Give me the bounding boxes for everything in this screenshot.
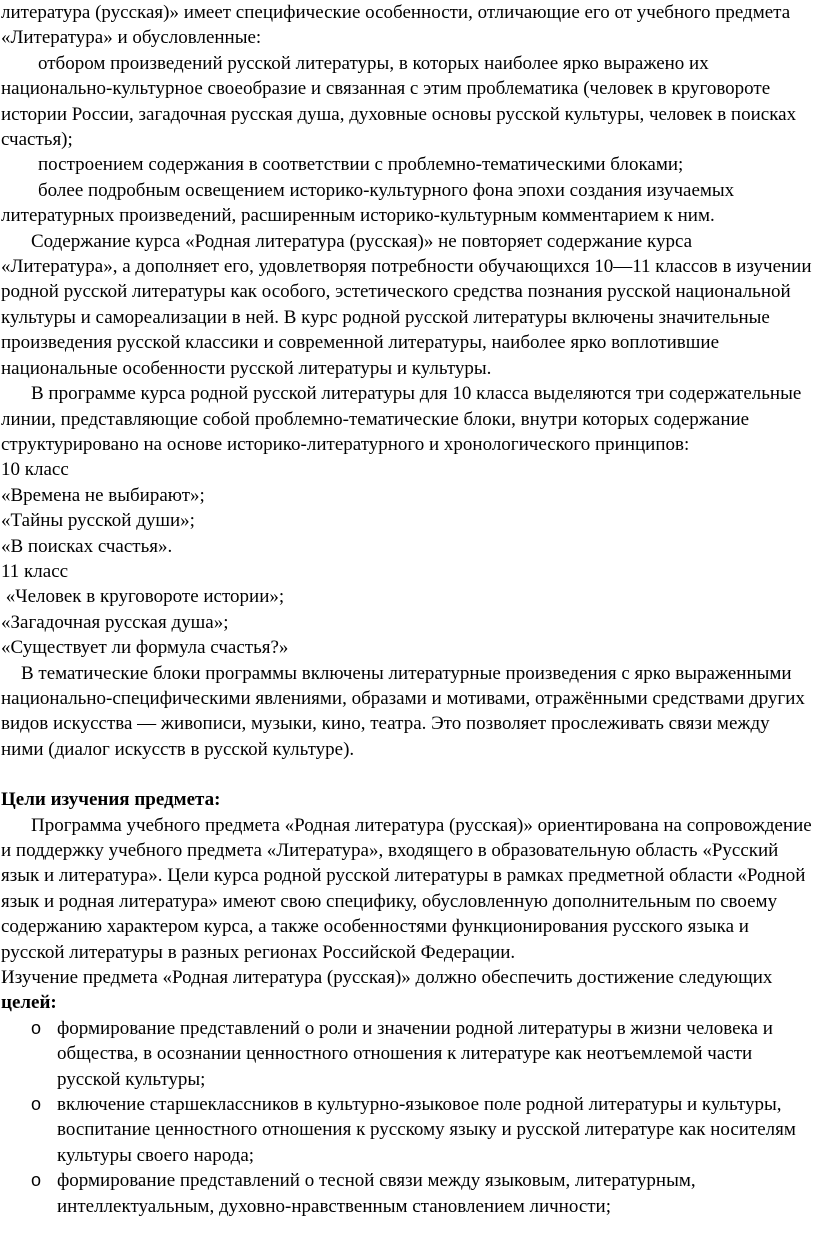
list-item-text: формирование представлений о тесной связи между языковым, литературным, интеллектуальным, духовно-нравственным становлением личности; <box>57 1170 696 1217</box>
bullet-marker: o <box>31 1170 42 1191</box>
thematic-block: «Человек в круговороте истории»; <box>1 586 285 608</box>
bullet-marker: o <box>31 1094 42 1115</box>
thematic-paragraph: В тематические блоки программы включены литературные произведения с ярко выраженными национально-специфическими явлениями, образами и мотивами, отражёнными средствами других видов искусства — живописи, музыки, кино, театра. Это позволяет прослеживать связи между ними (диалог искусств в русской культуре). <box>1 662 805 760</box>
feature-item: отбором произведений русской литературы, в которых наиболее ярко выражено их национально-культурное своеобразие и связанная с этим проблематика (человек в круговороте истории России, загадочная русская душа, духовные основы русской культуры, человек в поисках счастья); <box>1 52 797 151</box>
feature-item: построением содержания в соответствии с проблемно-тематическими блоками; <box>38 154 684 176</box>
grade-11-title: 11 класс <box>1 560 69 582</box>
list-item <box>31 1168 812 1219</box>
content-paragraph: В программе курса родной русской литературы для 10 класса выделяются три содержательные линии, представляющие собой проблемно-тематические блоки, внутри которых содержание структурировано на основе историко-литературного и хронологического принципов: <box>1 383 802 455</box>
list-item <box>31 1092 812 1168</box>
goals-intro-bold: целей: <box>1 992 57 1014</box>
goals-intro-text: Изучение предмета «Родная литература (русская)» должно обеспечить достижение следующих <box>1 967 773 989</box>
thematic-block: «Времена не выбирают»; <box>1 484 205 506</box>
section-heading: Цели изучения предмета: <box>1 789 221 811</box>
goals-intro <box>1 965 812 1016</box>
feature-item: более подробным освещением историко-культурного фона эпохи создания изучаемых литературных произведений, расширенным историко-культурным комментарием к ним. <box>1 179 735 227</box>
list-item <box>31 1016 812 1092</box>
bullet-marker: o <box>31 1017 42 1038</box>
thematic-block: «Существует ли формула счастья?» <box>1 637 289 659</box>
goals-list <box>1 1016 812 1219</box>
thematic-block: «Тайны русской души»; <box>1 510 195 532</box>
grade-10-title: 10 класс <box>1 459 69 481</box>
goals-paragraph: Программа учебного предмета «Родная литература (русская)» ориентирована на сопровождение и поддержку учебного предмета «Литература», входящего в образовательную область «Русский язык и литература». Цели курса родной русской литературы в рамках предметной области «Родной язык и родная литература» имеют свою специфику, обусловленную дополнительным по своему содержанию характером курса, а также особенностями функционирования русского языка и русской литературы в разных регионах Российской Федерации. <box>1 814 812 963</box>
list-item-text: включение старшеклассников в культурно-языковое поле родной литературы и культуры, воспитание ценностного отношения к русскому языку и русской литературе как носителям культуры своего народа; <box>57 1094 796 1166</box>
spacer <box>1 762 812 787</box>
list-item-text: формирование представлений о роли и значении родной литературы в жизни человека и общества, в осознании ценностного отношения к литературе как неотъемлемой части русской культуры; <box>57 1017 773 1090</box>
thematic-block: «Загадочная русская душа»; <box>1 611 229 633</box>
thematic-block: «В поисках счастья». <box>1 535 173 557</box>
content-paragraph: Содержание курса «Родная литература (русская)» не повторяет содержание курса «Литература», а дополняет его, удовлетворяя потребности обучающихся 10—11 классов в изучении родной русской литературы как особого, эстетического средства познания русской национальной культуры и самореализации в ней. В курс родной русской литературы включены значительные произведения русской классики и современной литературы, наиболее ярко воплотившие национальные особенности русской литературы и культуры. <box>1 230 812 379</box>
intro-continuation: литература (русская)» имеет специфические особенности, отличающие его от учебного предмета «Литература» и обусловленные: <box>1 2 791 49</box>
